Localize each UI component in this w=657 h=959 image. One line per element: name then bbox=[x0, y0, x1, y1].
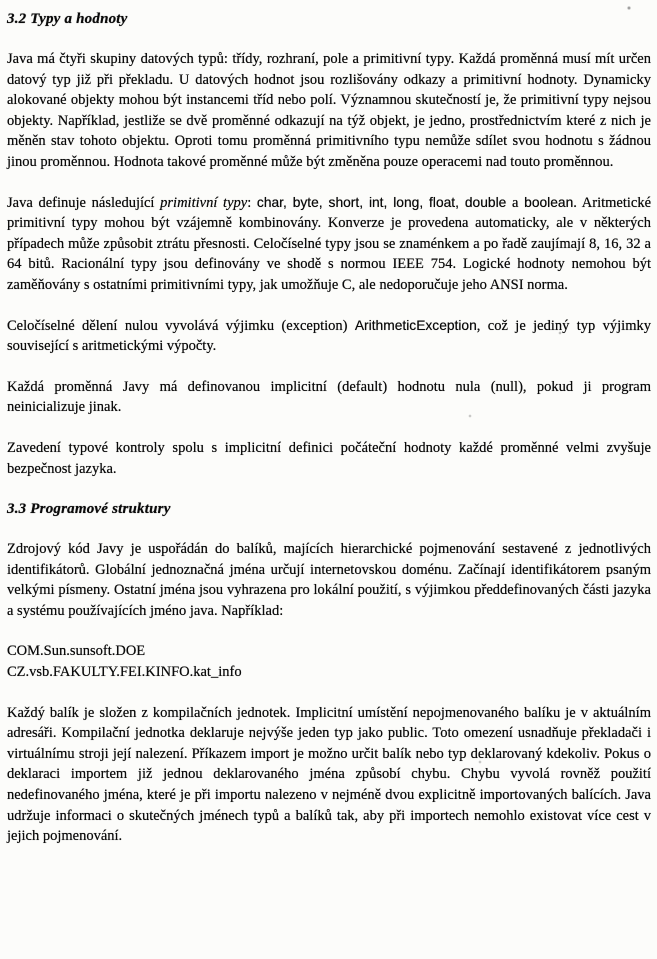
package-example-line: COM.Sun.sunsoft.DOE bbox=[7, 643, 146, 660]
paragraph-packages: Zdrojový kód Javy je uspořádán do balíků, majících hierarchické pojmenování sestavené z jednotlivých identifikátorů. Globální jednoznačná jména určují internetovskou doménu. Začínají identifikátorem psaným velkými písmeny. Ostatní jména jsou vyhrazena pro lokální použití, s výjimkou předdefinovaných části jazyka a systému používajících jméno java. Například: bbox=[7, 541, 651, 619]
paragraph-default-value: Každá proměnná Javy má definovanou implicitní (default) hodnotu nula (null), pokud ji program neinicializuje jinak. bbox=[7, 378, 651, 416]
package-name-example bbox=[7, 641, 651, 682]
paragraph-compilation-units: Každý balík je složen z kompilačních jednotek. Implicitní umístění nepojmenovaného balíku je v aktuálním adresáři. Kompilační jednotka deklaruje nejvýše jeden typ jako public. Toto omezení usnadňuje překladači i virtuálnímu stroji její nalezení. Příkazem import je možno určit balík nebo typ deklarovaný kdekoliv. Pokus o deklaraci importem již jednou deklarovaného jména způsobí chybu. Chybu vyvolá rovněž použití nedefinovaného jména, které je při importu nalezeno v nejméně dvou explicitně importovaných balících. Java udržuje informaci o skutečných jménech typů a balíků tak, aby při importech nemohlo existovat více cest v jejich pojmenování. bbox=[7, 704, 651, 845]
section-heading-programove-struktury: 3.3 Programové struktury bbox=[7, 501, 171, 518]
package-example-line: CZ.vsb.FAKULTY.FEI.KINFO.kat_info bbox=[7, 664, 242, 681]
section-heading-typy-a-hodnoty: 3.2 Typy a hodnoty bbox=[7, 11, 128, 27]
paragraph-primitive-types: Java definuje následující primitivní typy: char, byte, short, int, long, float, double a boolean. Aritmetické primitivní typy mohou být vzájemně kombinovány. Konverze je provedena automaticky, ale v některých případech může způsobit ztrátu přesnosti. Celočíselné typy jsou se znaménkem a po řadě zaujímají 8, 16, 32 a 64 bitů. Racionální typy jsou definovány ve shodě s normou IEEE 754. Logické hodnoty nemohou být zaměňovány s ostatními primitivními typy, jak umožňuje C, ale nedoporučuje jeho ANSI norma. bbox=[7, 194, 652, 293]
paragraph-types-values: Java má čtyři skupiny datových typů: třídy, rozhraní, pole a primitivní typy. Každá proměnná musí mít určen datový typ již při překladu. U datových hodnot jsou rozlišovány odkazy a primitivní hodnoty. Dynamicky alokované objekty mohou být instancemi tříd nebo polí. Významnou skutečností je, že primitivní typy nejsou objekty. Například, jestliže se dvě proměnné odkazují na týž objekt, je jedno, prostřednictvím které z nich je měněn stav tohoto objektu. Oproti tomu proměnná primitivního typu nemůže sdílet svou hodnotu s žádnou jinou proměnnou. Hodnota takové proměnné může být změněna pouze operacemi nad touto proměnnou. bbox=[7, 51, 651, 170]
paragraph-arithmetic-exception: Celočíselné dělení nulou vyvolává výjimku (exception) ArithmeticException, což je jediný typ výjimky související s aritmetickými výpočty. bbox=[7, 317, 651, 355]
paragraph-type-safety: Zavedení typové kontroly spolu s implicitní definici počáteční hodnoty každé proměnné velmi zvyšuje bezpečnost jazyka. bbox=[7, 439, 651, 477]
